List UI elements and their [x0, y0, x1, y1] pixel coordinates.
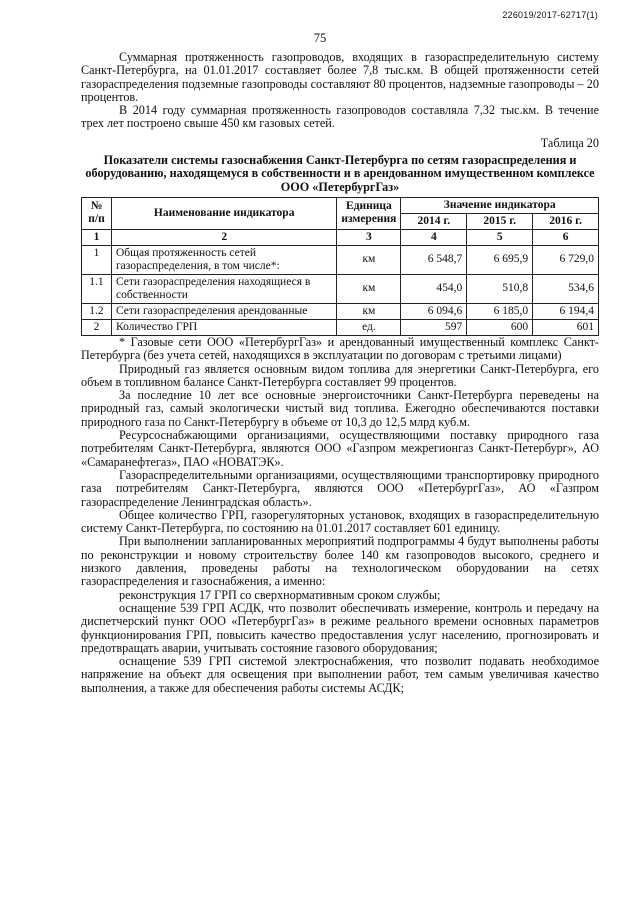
index-cell: 3 [337, 229, 401, 245]
row-value-2014: 6 094,6 [401, 303, 467, 319]
row-name: Количество ГРП [111, 319, 336, 335]
row-value-2014: 597 [401, 319, 467, 335]
header-year: 2016 г. [533, 213, 599, 229]
table-label: Таблица 20 [540, 135, 599, 150]
list-item: оснащение 539 ГРП системой электроснабжения, что позволит подавать необходимое напряжение на объект для освещения при выполнении работ, тем самым увеличивая качество выполнения, а также для обеспечения работы системы АСДК; [81, 654, 599, 695]
row-num: 1.1 [82, 274, 112, 303]
index-cell: 5 [467, 229, 533, 245]
page-content [81, 51, 599, 695]
row-unit: ед. [337, 319, 401, 335]
table-row [82, 319, 599, 335]
row-value-2016: 534,6 [533, 274, 599, 303]
row-value-2016: 601 [533, 319, 599, 335]
paragraph: Газораспределительными организациями, осуществляющими транспортировку природного газа потребителям Санкт-Петербурга, являются ООО «ПетербургГаз», АО «Газпром газораспределение Ленинградская область». [81, 467, 599, 509]
table-footnote: * Газовые сети ООО «ПетербургГаз» и арендованный имущественный комплекс Санкт-Петербурга (без учета сетей, находящихся в эксплуатации по договорам с третьими лицами) [81, 334, 599, 363]
paragraph: Общее количество ГРП, газорегуляторных установок, входящих в газораспределительную систему Санкт-Петербурга, по состоянию на 01.01.2017 составляет 601 единицу. [81, 507, 599, 536]
list-item: реконструкция 17 ГРП со сверхнормативным сроком службы; [119, 587, 441, 602]
row-name: Сети газораспределения арендованные [111, 303, 336, 319]
header-year: 2015 г. [467, 213, 533, 229]
index-cell: 1 [82, 229, 112, 245]
row-unit: км [337, 303, 401, 319]
paragraph: За последние 10 лет все основные энергоисточники Санкт-Петербурга переведены на природный газ, самый экологически чистый вид топлива. Ежегодно обеспечиваются поставки природного газа по Санкт-Петербургу в объеме от 10,3 до 12,5 млрд куб.м. [81, 388, 599, 429]
index-cell: 4 [401, 229, 467, 245]
row-value-2016: 6 729,0 [533, 245, 599, 274]
row-name: Общая протяженность сетей газораспределения, в том числе*: [111, 245, 336, 274]
row-name: Сети газораспределения находящиеся в собственности [111, 274, 336, 303]
header-name: Наименование индикатора [111, 197, 336, 229]
index-cell: 6 [533, 229, 599, 245]
table-row [82, 245, 599, 274]
row-num: 2 [82, 319, 112, 335]
paragraph: Суммарная протяженность газопроводов, входящих в газораспределительную систему Санкт-Петербурга, на 01.01.2017 составляет более 7,8 тыс.км. В общей протяженности сетей газораспределения подземные газопроводы составляют 80 процентов, надземные газопроводы – 20 процентов. [81, 50, 599, 104]
paragraph: При выполнении запланированных мероприятий подпрограммы 4 будут выполнены работы по реконструкции и новому строительству более 140 км газопроводов высокого, среднего и низкого давления, проведены работы на технологическом оборудовании на сетях газораспределения и газоснабжения, а именно: [81, 534, 599, 589]
row-value-2015: 6 185,0 [467, 303, 533, 319]
table-row [82, 303, 599, 319]
table-header-row [82, 197, 599, 213]
paragraph: В 2014 году суммарная протяженность газопроводов составляла 7,32 тыс.км. В течение трех лет построено свыше 450 км газовых сетей. [81, 103, 599, 131]
table-title: Показатели системы газоснабжения Санкт-Петербурга по сетям газораспределения и оборудованию, находящемуся в собственности и в арендованном имущественном комплексе ООО «ПетербургГаз» [85, 153, 595, 194]
row-value-2014: 6 548,7 [401, 245, 467, 274]
page-number: 75 [313, 31, 327, 45]
header-value-group: Значение индикатора [401, 197, 599, 213]
row-value-2014: 454,0 [401, 274, 467, 303]
list-item: оснащение 539 ГРП АСДК, что позволит обеспечивать измерение, контроль и передачу на диспетчерский пункт ООО «ПетербургГаз» в режиме реального времени основных параметров функционирования ГРП, повысить качество предоставления услуг населению, прогнозировать и предотвращать аварии, учитывать состояние газового оборудования; [81, 600, 599, 655]
row-unit: км [337, 274, 401, 303]
paragraph: Ресурсоснабжающими организациями, осуществляющими поставку природного газа потребителям Санкт-Петербурга, являются ООО «Газпром межрегионгаз Санкт-Петербург», АО «Самаранефтегаз», ПАО «НОВАТЭК». [81, 428, 599, 469]
row-value-2015: 600 [467, 319, 533, 335]
row-num: 1.2 [82, 303, 112, 319]
table-index-row [82, 229, 599, 245]
table-row [82, 274, 599, 303]
row-unit: км [337, 245, 401, 274]
header-num: № п/п [82, 197, 112, 229]
indicators-table [81, 197, 599, 336]
row-value-2015: 6 695,9 [467, 245, 533, 274]
header-year: 2014 г. [401, 213, 467, 229]
paragraph: Природный газ является основным видом топлива для энергетики Санкт-Петербурга, его объем в топливном балансе Санкт-Петербурга составляет 99 процентов. [81, 361, 599, 389]
document-id: 226019/2017-62717(1) [502, 10, 598, 20]
index-cell: 2 [111, 229, 336, 245]
header-unit: Единица измерения [337, 197, 401, 229]
row-num: 1 [82, 245, 112, 274]
row-value-2016: 6 194,4 [533, 303, 599, 319]
row-value-2015: 510,8 [467, 274, 533, 303]
